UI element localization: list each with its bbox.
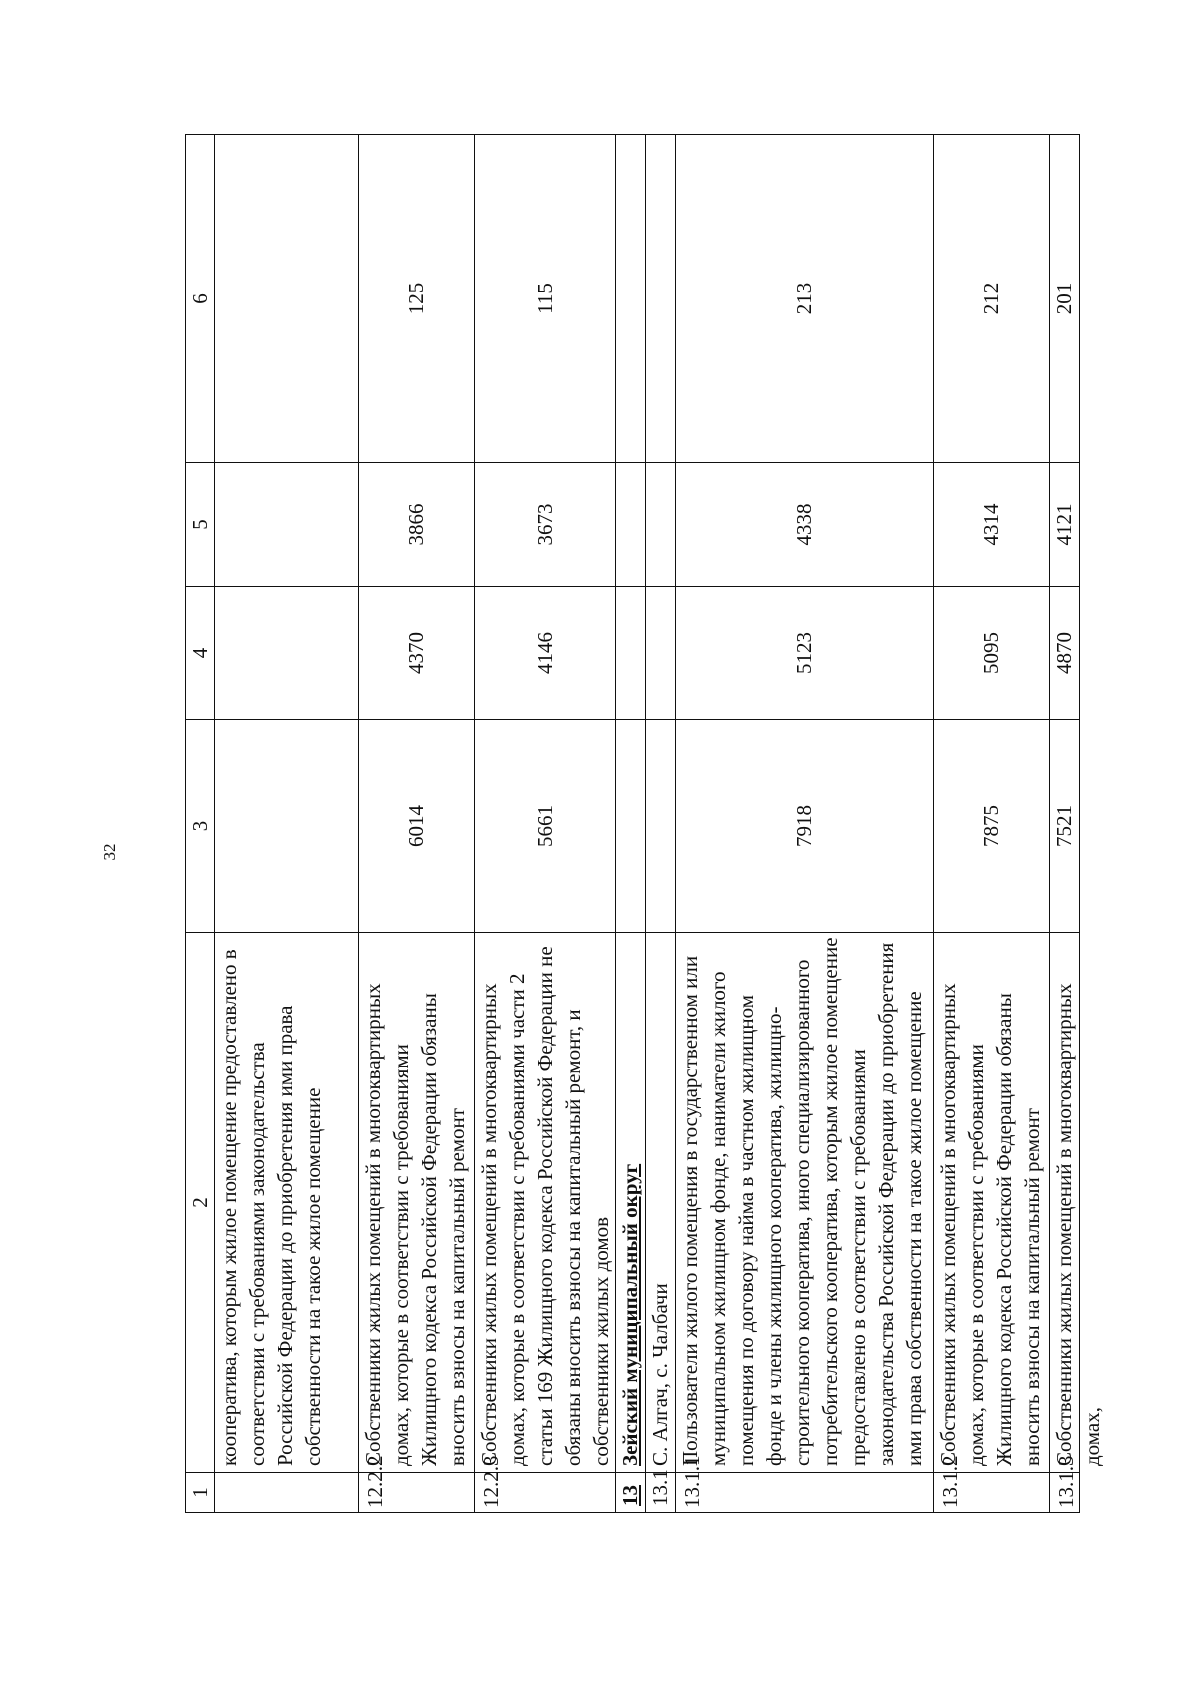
row-id: 13.1.3 [1050,1473,1080,1513]
table-row [215,135,359,1513]
row-value-5 [215,463,359,587]
row-value-4 [616,587,646,720]
row-value-4 [215,587,359,720]
section-title: Зейский муниципальный округ [616,933,646,1473]
row-value-6: 213 [676,135,934,463]
row-value-4: 5123 [676,587,934,720]
table-row [1050,135,1080,1513]
row-value-3 [616,720,646,933]
row-description [1050,933,1104,1473]
column-header-3: 3 [186,720,215,933]
row-description: Собственники жилых помещений в многоквартирных домах, которые в соответствии с требованиями части 2 статьи 169 Жилищного кодекса Российской Федерации не обязаны вносить взносы на капитальный ремонт, и собственники жилых домов [475,933,616,1473]
row-value-4: 4370 [359,587,475,720]
column-header-6: 6 [186,135,215,463]
row-value-4: 4870 [1050,587,1080,720]
row-value-3: 7875 [934,720,1050,933]
column-header-2: 2 [186,933,215,1473]
row-value-5: 3866 [359,463,475,587]
column-header-5: 5 [186,463,215,587]
row-value-4: 5095 [934,587,1050,720]
table-header-row [186,135,215,1513]
table-row-section [616,135,646,1513]
row-value-5: 3673 [475,463,616,587]
row-id: 13.1 [646,1473,676,1513]
row-value-6: 201 [1050,135,1080,463]
row-value-5: 4121 [1050,463,1080,587]
row-description: кооператива, которым жилое помещение предоставлено в соответствии с требованиями законодательства Российской Федерации до приобретения ими права собственности на такое жилое помещение [215,933,359,1473]
row-id: 13 [616,1473,646,1513]
row-description: Собственники жилых помещений в многоквартирных домах, которые в соответствии с требованиями Жилищного кодекса Российской Федерации обязаны вносить взносы на капитальный ремонт [359,933,475,1473]
row-id [215,1473,359,1513]
table-row [359,135,475,1513]
row-id: 12.2.2 [359,1473,475,1513]
column-header-1: 1 [186,1473,215,1513]
row-value-5 [616,463,646,587]
row-value-6: 115 [475,135,616,463]
row-value-6 [646,135,676,463]
row-value-6 [215,135,359,463]
table-row [934,135,1050,1513]
row-description: Пользователи жилого помещения в государственном или муниципальном жилищном фонде, наниматели жилого помещения по договору найма в частном жилищном фонде и члены жилищного кооператива, жилищно-строительного кооператива, иного специализированного потребительского кооператива, которым жилое помещение предоставлено в соответствии с требованиями законодательства Российской Федерации до приобретения ими права собственности на такое жилое помещение [676,933,934,1473]
column-header-4: 4 [186,587,215,720]
row-id: 13.1.2 [934,1473,1050,1513]
rotated-page-content [185,135,1104,1513]
table-row [475,135,616,1513]
row-value-6: 212 [934,135,1050,463]
row-value-6 [616,135,646,463]
row-value-5: 4314 [934,463,1050,587]
row-id: 13.1.1 [676,1473,934,1513]
row-value-3: 5661 [475,720,616,933]
row-id: 12.2.3 [475,1473,616,1513]
subsection-title: С. Алгач, с. Чалбачи [646,933,676,1473]
tariff-table [185,134,1104,1513]
row-value-3: 7521 [1050,720,1080,933]
row-value-4 [646,587,676,720]
row-value-3 [646,720,676,933]
row-value-3: 6014 [359,720,475,933]
row-value-6: 125 [359,135,475,463]
row-value-3 [215,720,359,933]
row-value-3: 7918 [676,720,934,933]
row-value-4: 4146 [475,587,616,720]
page-number: 32 [100,843,119,861]
row-description: Собственники жилых помещений в многоквартирных домах, которые в соответствии с требованиями Жилищного кодекса Российской Федерации обязаны вносить взносы на капитальный ремонт [934,933,1050,1473]
table-row-subsection [646,135,676,1513]
row-value-5: 4338 [676,463,934,587]
row-value-5 [646,463,676,587]
table-row [676,135,934,1513]
row-description-text: Собственники жилых помещений в многоквартирных домах, [1052,983,1104,1466]
